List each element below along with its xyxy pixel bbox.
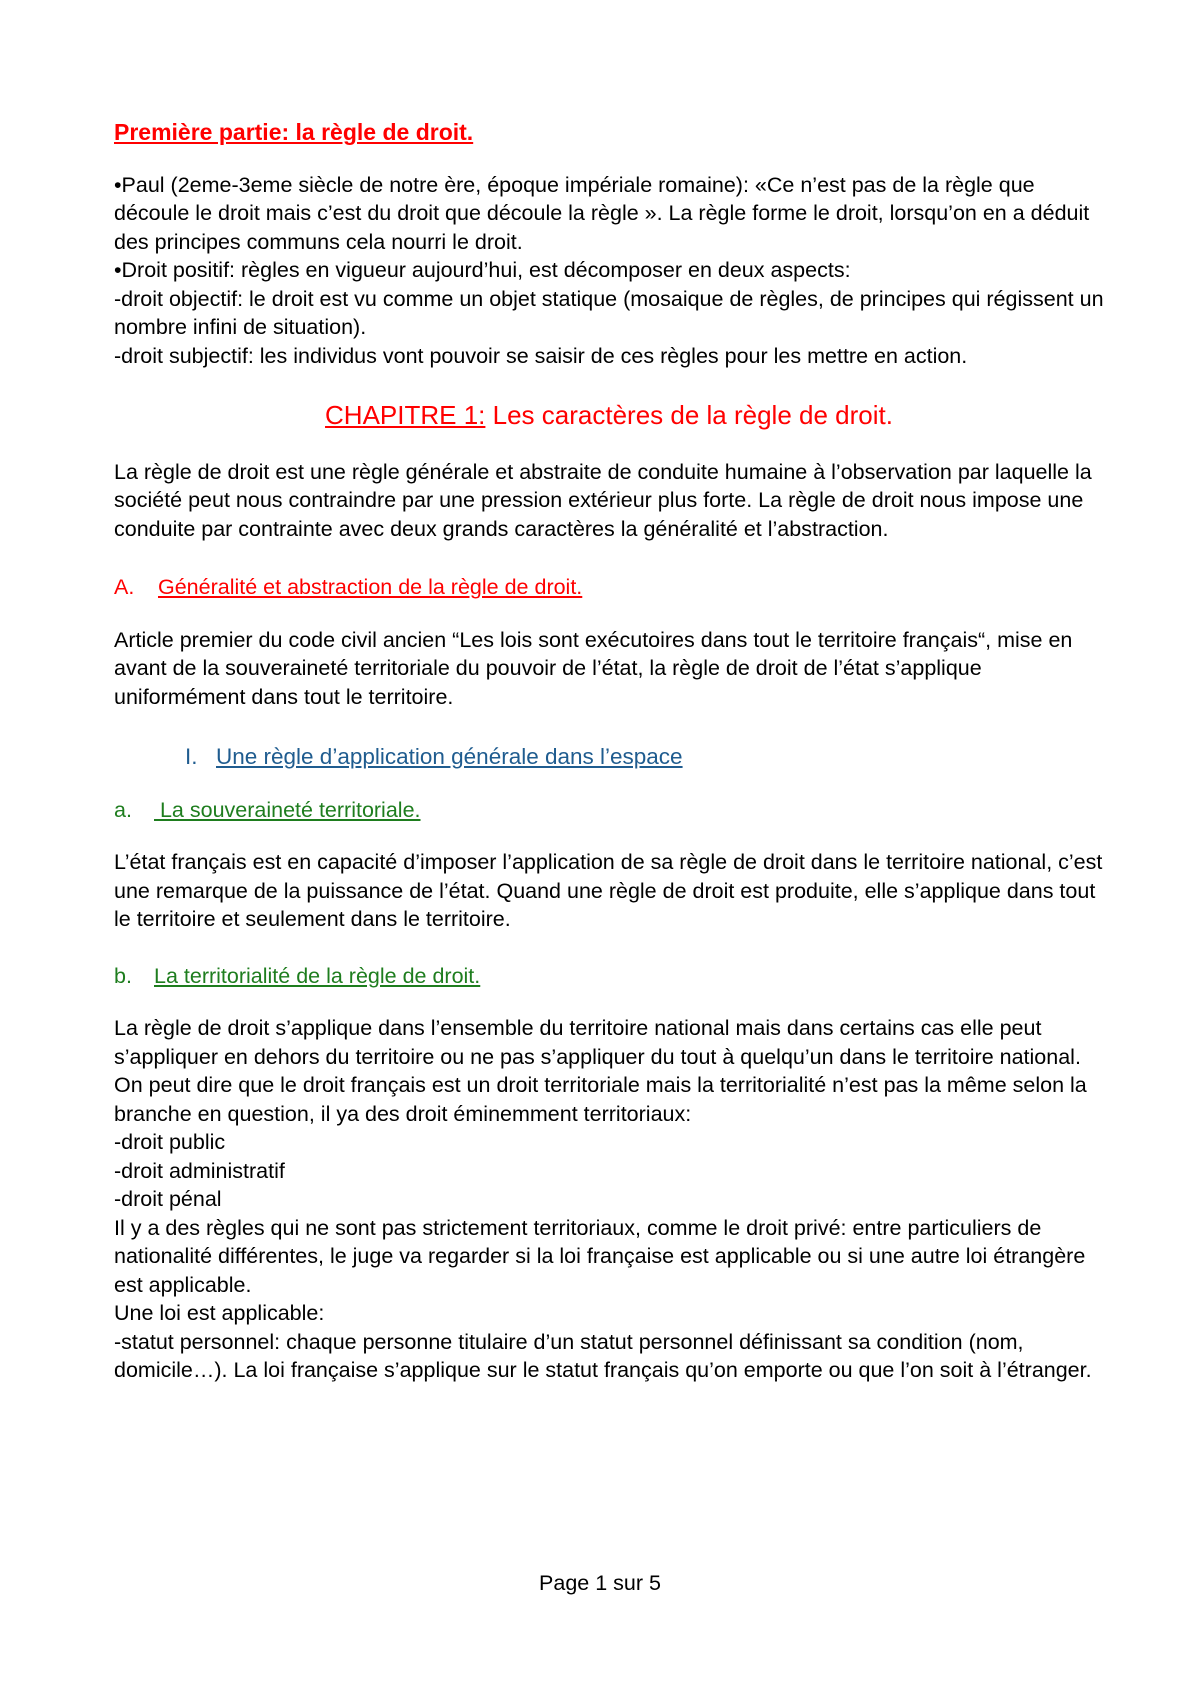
chapter-intro: La règle de droit est une règle générale et abstraite de conduite humaine à l’observation par laquelle la société peut nous contraindre par une pression extérieur plus forte. La règle de droit nous impose une conduite par contrainte avec deux grands caractères la généralité et l’abstraction. (114, 459, 1092, 541)
document-page (114, 118, 1104, 1385)
list-item: -droit administratif (114, 1158, 285, 1183)
intro-paragraph: -droit subjectif: les individus vont pouvoir se saisir de ces règles pour les mettre en action. (114, 343, 968, 368)
subsection-b-title: La territorialité de la règle de droit. (154, 963, 481, 988)
section-a-text: Article premier du code civil ancien “Les lois sont exécutoires dans tout le territoire français“, mise en avant de la souveraineté territoriale du pouvoir de l’état, la règle de droit de l’état s’applique uniformément dans tout le territoire. (114, 627, 1073, 709)
body-paragraph: On peut dire que le droit français est un droit territoriale mais la territorialité n’est pas la même selon la branche en question, il ya des droit éminemment territoriaux: (114, 1073, 1087, 1126)
body-paragraph: Il y a des règles qui ne sont pas strictement territoriaux, comme le droit privé: entre particuliers de nationalité différentes, le juge va regarder si la loi française est applicable ou si une autre loi étrangère est applicable. (114, 1215, 1086, 1297)
page-number: Page 1 sur 5 (539, 1571, 661, 1595)
section-a-heading (114, 573, 1104, 602)
subsection-a-label: a. (114, 797, 132, 822)
part-title: Première partie: la règle de droit. (114, 119, 474, 145)
body-paragraph: Une loi est applicable: (114, 1301, 325, 1325)
chapter-heading (114, 401, 1104, 430)
list-item: -droit pénal (114, 1187, 222, 1211)
section-i-title: Une règle d’application générale dans l’espace (216, 744, 683, 769)
body-paragraph: -statut personnel: chaque personne titulaire d’un statut personnel définissant sa condition (nom, domicile…). La loi française s’applique sur le statut français qu’on emporte ou que l’on soit à l’étranger. (114, 1329, 1092, 1382)
subsection-a-title: La souveraineté territoriale. (154, 797, 421, 822)
section-a-title: Généralité et abstraction de la règle de droit. (158, 575, 583, 599)
subsection-b-label: b. (114, 963, 132, 988)
section-a-label: A. (114, 575, 135, 599)
intro-paragraph: -droit objectif: le droit est vu comme un objet statique (mosaique de règles, de principes qui régissent un nombre infini de situation). (114, 286, 1104, 339)
chapter-label: CHAPITRE 1: (325, 400, 486, 430)
body-paragraph: La règle de droit s’applique dans l’ensemble du territoire national mais dans certains cas elle peut s’appliquer en dehors du territoire ou ne pas s’appliquer du tout à quelqu’un dans le territoire national. (114, 1016, 1081, 1069)
subsection-a-text: L’état français est en capacité d’imposer l’application de sa règle de droit dans le territoire national, c’est une remarque de la puissance de l’état. Quand une règle de droit est produite, elle s’applique dans tout le territoire et seulement dans le territoire. (114, 850, 1103, 931)
subsection-a-heading (114, 796, 1104, 825)
section-i-label: I. (185, 744, 198, 769)
intro-paragraph: •Paul (2eme-3eme siècle de notre ère, époque impériale romaine): «Ce n’est pas de la règle que découle le droit mais c’est du droit que découle la règle ». La règle forme le droit, lorsqu’on en a déduit des principes communs cela nourri le droit. (114, 172, 1090, 254)
intro-paragraph: •Droit positif: règles en vigueur aujourd’hui, est décomposer en deux aspects: (114, 258, 851, 282)
section-i-heading (114, 743, 1104, 772)
subsection-b-heading (114, 962, 1104, 991)
subsection-b-body (114, 1014, 1104, 1385)
list-item: -droit public (114, 1130, 226, 1154)
intro-block (114, 171, 1104, 371)
chapter-title: Les caractères de la règle de droit. (485, 400, 893, 430)
